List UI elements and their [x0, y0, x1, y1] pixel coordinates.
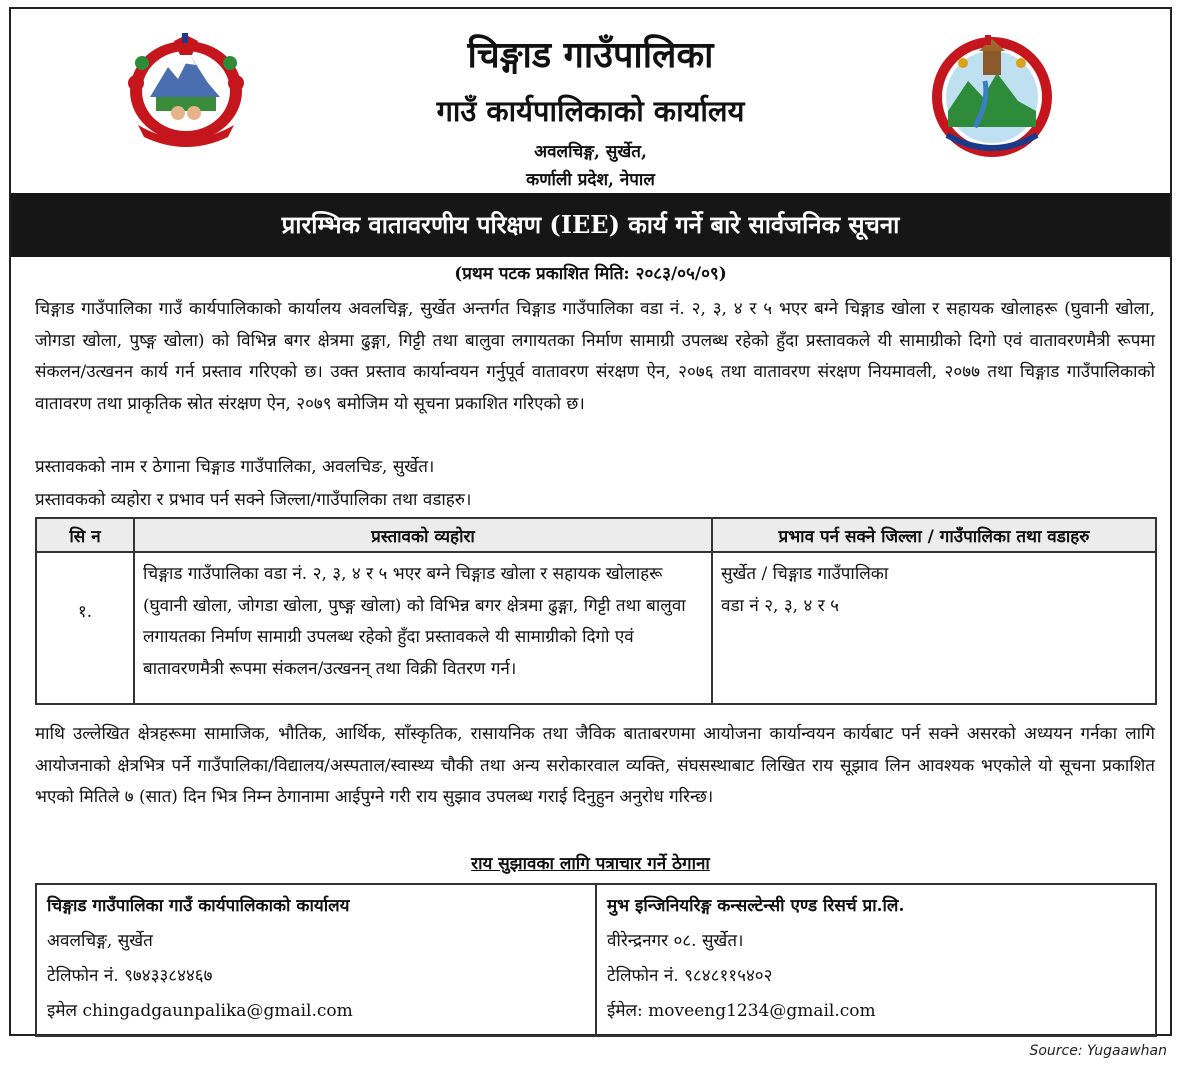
notice-header	[11, 9, 1170, 192]
address-email: इमेल chingadgaunpalika@gmail.com	[47, 1001, 353, 1021]
row-serial: १.	[36, 552, 134, 704]
intro-paragraph: चिङ्गाड गाउँपालिका गाउँ कार्यपालिकाको कार्यालय अवलचिङ्ग, सुर्खेत अन्तर्गत चिङ्गाड गाउँपालिका वडा नं. २, ३, ४ र ५ भएर बग्ने चिङ्गाड खोला र सहायक खोलाहरू (घुवानी खोला, जोगडा खोला, पुष्ङ्ग खोला) को विभिन्न बगर क्षेत्रमा ढुङ्गा, गिट्टी तथा बालुवा लगायतका निर्माण सामाग्री उपलब्ध रहेको हुँदा प्रस्तावकले यी सामाग्रीको दिगो एवं वातावरणमैत्री रूपमा संकलन/उत्खनन कार्य गर्न प्रस्ताव गरिएको छ। उक्त प्रस्ताव कार्यान्वयन गर्नुपूर्व वातावरण संरक्षण ऐन, २०७६ तथा वातावरण संरक्षण नियमावली, २०७७ तथा चिङ्गाड गाउँपालिकाको वातावरण तथा प्राकृतिक स्रोत संरक्षण ऐन, २०७९ बमोजिम यो सूचना प्रकाशित गरिएको छ।	[35, 299, 1155, 414]
address-municipality	[36, 884, 596, 1036]
row-description: चिङ्गाड गाउँपालिका वडा नं. २, ३, ४ र ५ भएर बग्ने चिङ्गाड खोला र सहायक खोलाहरू (घुवानी खोला, जोगडा खोला, पुष्ङ्ग खोला) को विभिन्न बगर क्षेत्रमा ढुङ्गा, गिट्टी तथा बालुवा लगायतका निर्माण सामाग्री उपलब्ध रहेको हुँदा प्रस्तावकले यी सामाग्रीको दिगो एवं बातावरणमैत्री रूपमा संकलन/उत्खनन् तथा विक्री वितरण गर्न।	[134, 552, 712, 704]
address-name: मुभ इन्जिनियरिङ्ग कन्सल्टेन्सी एण्ड रिसर्च प्रा.लि.	[607, 896, 905, 916]
municipality-name: चिङ्गाड गाउँपालिका	[467, 34, 714, 76]
source-credit: Source: Yugaawhan	[1029, 1043, 1167, 1059]
project-table	[35, 517, 1157, 705]
request-paragraph: माथि उल्लेखित क्षेत्रहरूमा सामाजिक, भौतिक, आर्थिक, साँस्कृतिक, रासायनिक तथा जैविक बाताबरणमा आयोजना कार्यान्वयन कार्यबाट पर्न सक्ने असरको अध्ययन गर्नका लागि आयोजनाको क्षेत्रभित्र पर्ने गाउँपालिका/विद्यालय/अस्पताल/स्वास्थ्य चौकी तथा अन्य सरोकारवाल व्यक्ति, संघसस्थाबाट लिखित राय सूझाव लिन आवश्यक भएकोले यो सूचना प्रकाशित भएको मितिले ७ (सात) दिन भित्र निम्न ठेगानामा आईपुग्ने गरी राय सुझाव उपलब्ध गराई दिनुहुन अनुरोध गरिन्छ।	[35, 724, 1155, 807]
row-affected-area	[712, 552, 1156, 704]
address-row	[36, 884, 1156, 1036]
address-email: ईमेल: moveeng1234@gmail.com	[607, 1001, 876, 1021]
address-section-title	[11, 851, 1170, 874]
address-name: चिङ्गाड गाउँपालिका गाउँ कार्यपालिकाको कार्यालय	[47, 896, 350, 916]
affected-area-line-2: वडा नं २, ३, ४ र ५	[721, 595, 839, 616]
municipality-logo-icon	[923, 31, 1061, 161]
header-affected-area: प्रभाव पर्न सक्ने जिल्ला / गाउँपालिका तथा वडाहरु	[712, 518, 1156, 552]
notice-title-banner: प्रारम्भिक वातावरणीय परिक्षण (IEE) कार्य गर्ने बारे सार्वजनिक सूचना	[11, 193, 1170, 257]
affected-area-line-1: सुर्खेत / चिङ्गाड गाउँपालिका	[721, 564, 889, 584]
address-phone: टेलिफोन नं. ९७४३३८४४६७	[47, 966, 213, 986]
proponent-line: प्रस्तावकको नाम र ठेगाना चिङ्गाड गाउँपालिका, अवलचिङ, सुर्खेत।	[35, 457, 435, 477]
location-line-2: कर्णाली प्रदेश, नेपाल	[526, 170, 655, 190]
address-table	[35, 883, 1157, 1037]
table-header-row	[36, 518, 1156, 552]
table-row	[36, 552, 1156, 704]
notice-frame	[9, 7, 1172, 1036]
office-name: गाउँ कार्यपालिकाको कार्यालय	[436, 94, 745, 128]
address-title-text: राय सुझावका लागि पत्राचार गर्ने ठेगाना	[471, 854, 710, 874]
address-place: अवलचिङ्ग, सुर्खेत	[47, 931, 153, 951]
address-phone: टेलिफोन नं. ९८४८११५४०२	[607, 966, 773, 986]
published-date: (प्रथम पटक प्रकाशित मिति: २०८३/०५/०९)	[454, 264, 727, 284]
address-consultant	[596, 884, 1156, 1036]
header-serial: सि न	[36, 518, 134, 552]
header-description: प्रस्तावको व्यहोरा	[134, 518, 712, 552]
address-place: वीरेन्द्रनगर ०८. सुर्खेत।	[607, 931, 744, 951]
subject-line: प्रस्तावकको व्यहोरा र प्रभाव पर्न सक्ने जिल्ला/गाउँपालिका तथा वडाहरु।	[35, 490, 472, 510]
location-line-1: अवलचिङ्ग, सुर्खेत,	[534, 142, 647, 162]
